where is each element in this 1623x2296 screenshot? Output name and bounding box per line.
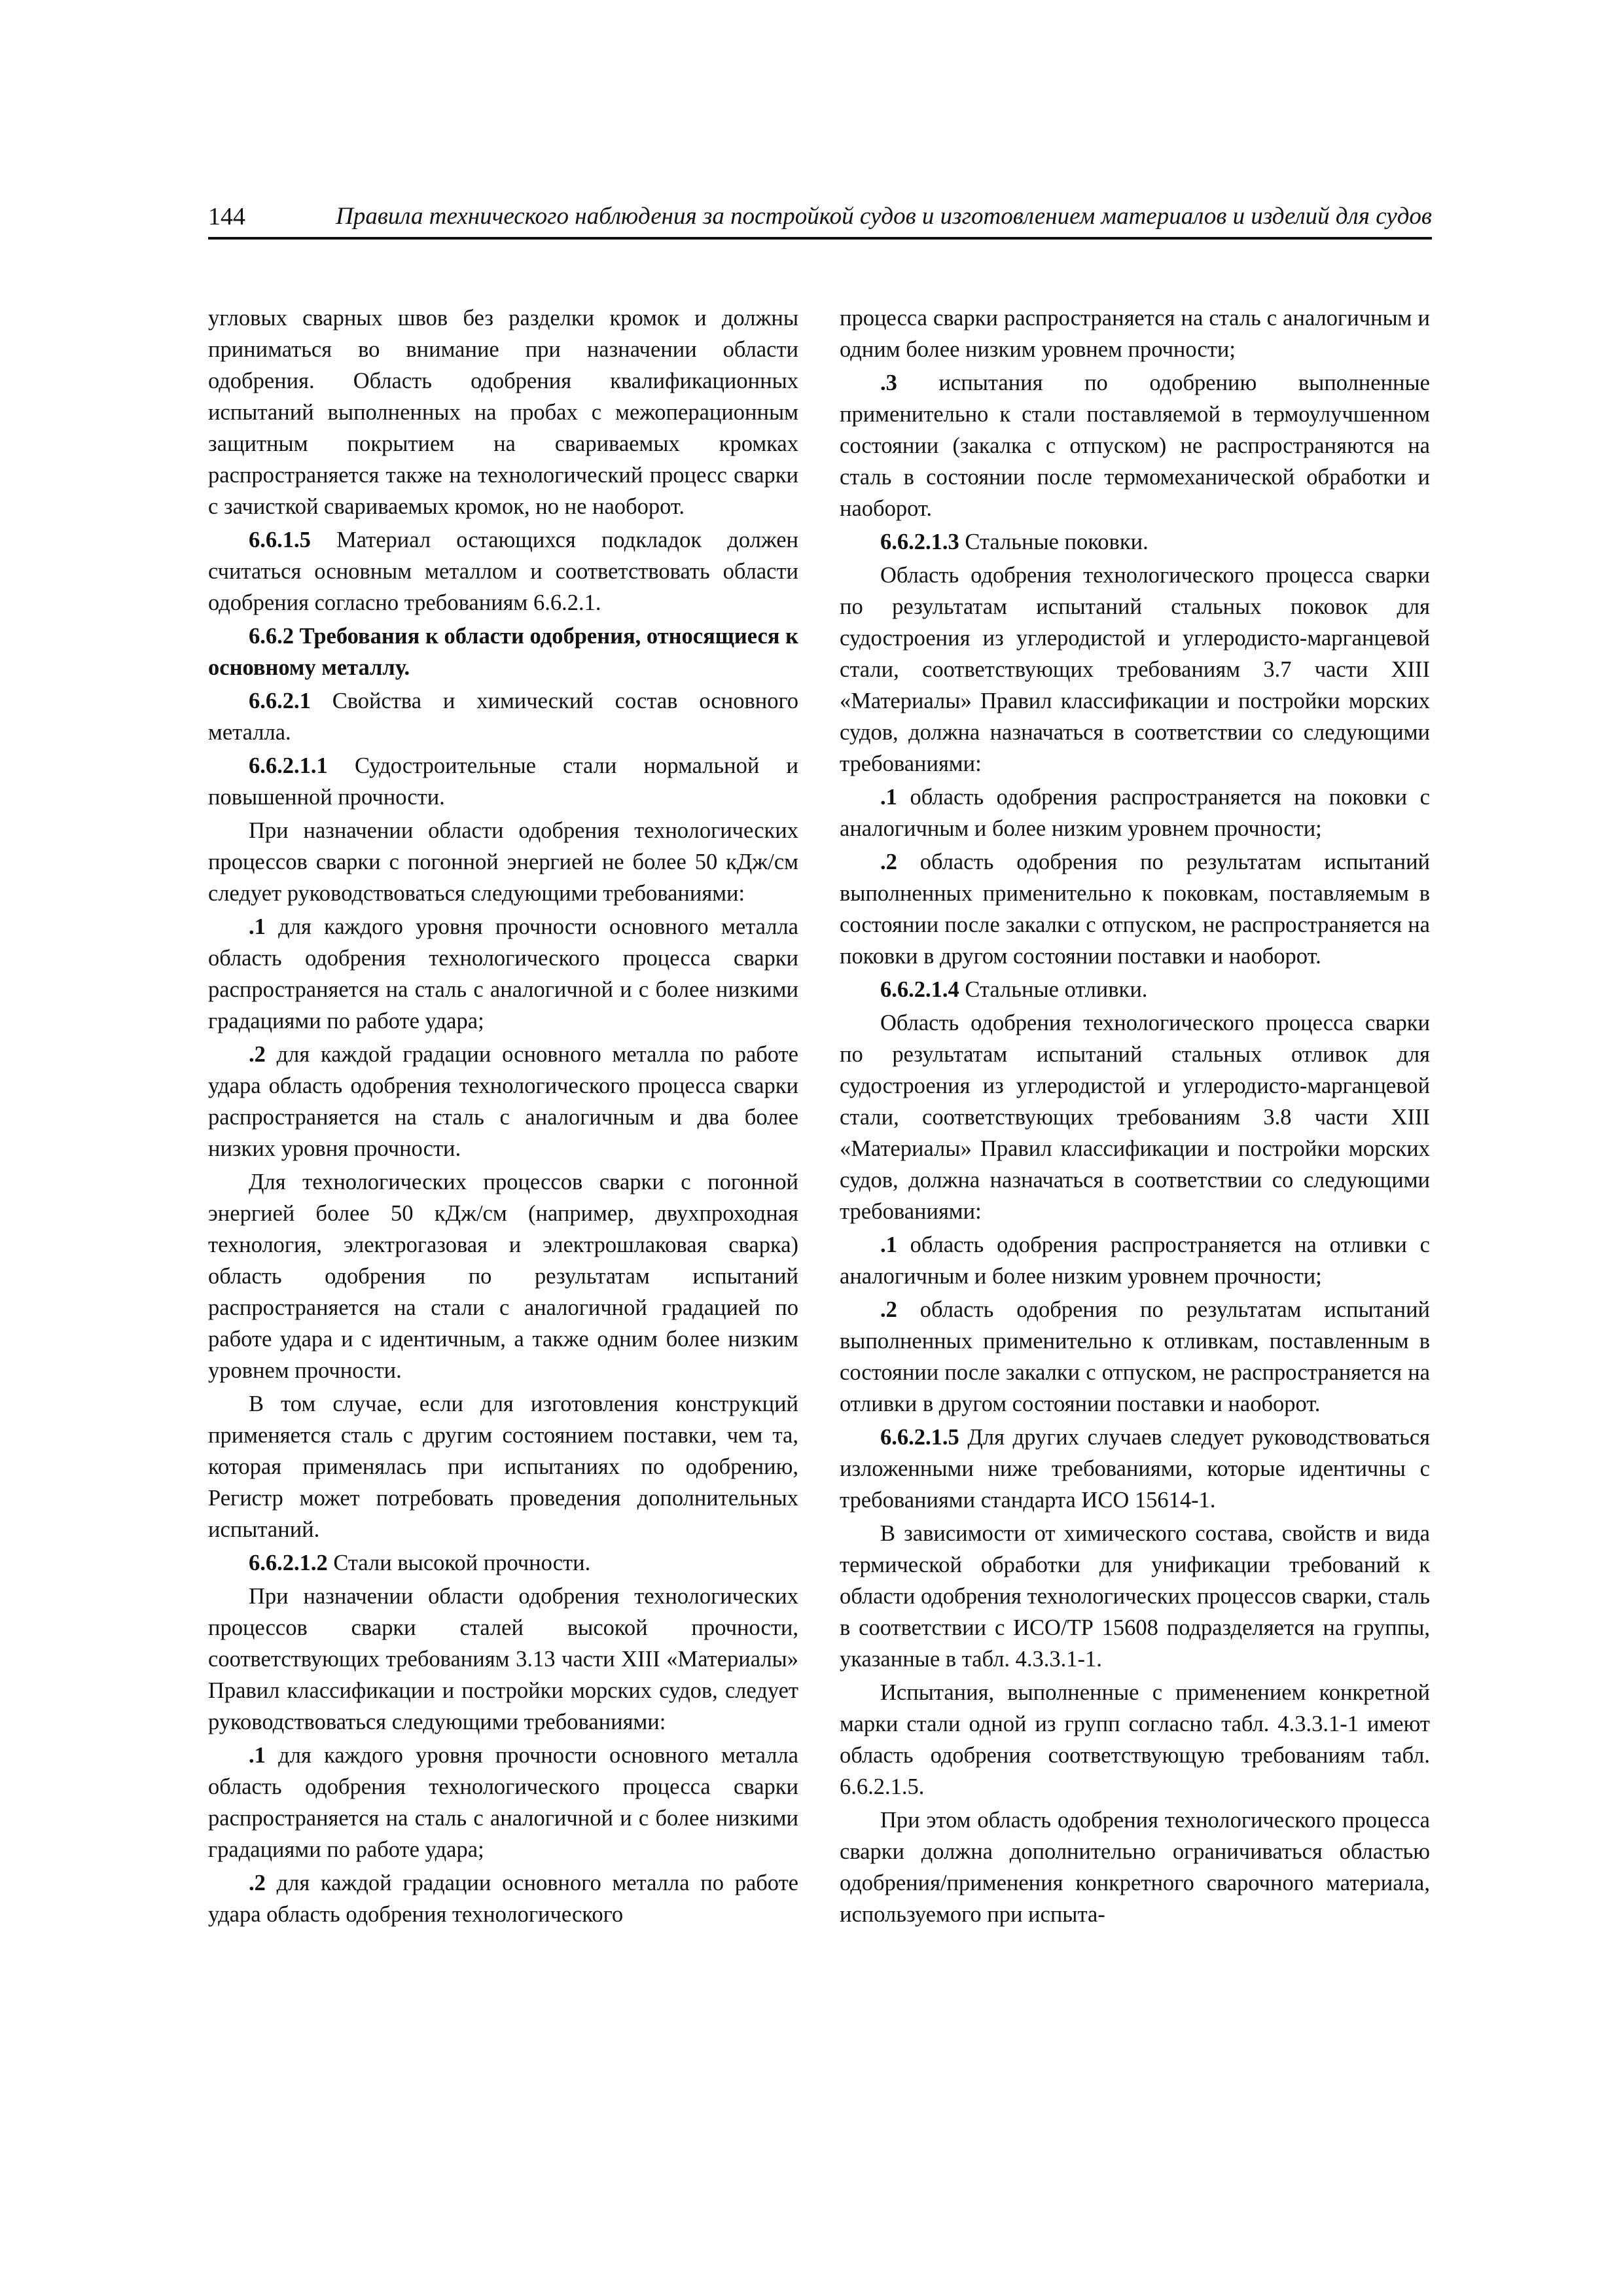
paragraph: 6.6.2.1.2 Стали высокой прочности.: [249, 1551, 591, 1575]
running-title: Правила технического наблюдения за постройкой судов и изготовлением материалов и изделий для судов: [336, 203, 1432, 230]
paragraph: 6.6.2.1 Свойства и химический состав основного металла.: [208, 689, 798, 745]
paragraph: Для технологических процессов сварки с погонной энергией более 50 кДж/см (например, двухпроходная технология, электрогазовая и электрошлаковая сварка) область одобрения по результатам испытаний распространяется на стали с аналогичной градацией по работе удара и с идентичным, а также одним более низким уровнем прочности.: [208, 1170, 798, 1383]
list-item: .3 испытания по одобрению выполненные применительно к стали поставляемой в термоулучшенном состоянии (закалка с отпуском) не распространяются на сталь в состоянии после термомеханической обработки и наоборот.: [840, 370, 1430, 521]
list-item: .2 область одобрения по результатам испытаний выполненных применительно к отливкам, поставленным в состоянии после закалки с отпуском, не распространяется на отливки в другом состоянии поставки и наоборот.: [840, 1297, 1430, 1416]
list-item: .1 область одобрения распространяется на отливки с аналогичным и более низким уровнем прочности;: [840, 1232, 1430, 1289]
section-heading: 6.6.2 Требования к области одобрения, относящиеся к основному металлу.: [208, 624, 798, 680]
paragraph: 6.6.2.1.3 Стальные поковки.: [880, 529, 1149, 554]
paragraph: При этом область одобрения технологического процесса сварки должна дополнительно ограничиваться областью одобрения/применения конкретного сварочного материала, используемого при испыта-: [840, 1808, 1430, 1927]
paragraph: 6.6.2.1.5 Для других случаев следует руководствоваться изложенными ниже требованиями, которые идентичны с требованиями стандарта ИСО 15614-1.: [840, 1425, 1430, 1513]
list-item: .1 для каждого уровня прочности основного металла область одобрения технологического процесса сварки распространяется на сталь с аналогичной и с более низкими градациями по работе удара;: [208, 914, 798, 1033]
page-number: 144: [208, 203, 245, 230]
paragraph: процесса сварки распространяется на сталь с аналогичным и одним более низким уровнем прочности;: [840, 306, 1430, 362]
paragraph: Область одобрения технологического процесса сварки по результатам испытаний стальных отливок для судостроения из углеродистой и углеродисто-марганцевой стали, соответствующих требованиям 3.8 части XIII «Материалы» Правил классификации и постройки морских судов, должна назначаться в соответствии со следующими требованиями:: [840, 1011, 1430, 1224]
paragraph: Испытания, выполненные с применением конкретной марки стали одной из групп согласно табл. 4.3.3.1-1 имеют область одобрения соответствующую требованиям табл. 6.6.2.1.5.: [840, 1680, 1430, 1799]
paragraph: 6.6.2.1.1 Судостроительные стали нормальной и повышенной прочности.: [208, 753, 798, 810]
left-column: [208, 302, 798, 1932]
list-item: .2 область одобрения по результатам испытаний выполненных применительно к поковкам, поставляемым в состоянии после закалки с отпуском, не распространяется на поковки в другом состоянии поставки и наоборот.: [840, 850, 1430, 969]
paragraph: угловых сварных швов без разделки кромок и должны приниматься во внимание при назначении области одобрения. Область одобрения квалификационных испытаний выполненных на пробах с межоперационным защитным покрытием на свариваемых кромках распространяется также на технологический процесс сварки с зачисткой свариваемых кромок, но не наоборот.: [208, 306, 798, 519]
list-item: .2 для каждой градации основного металла по работе удара область одобрения технологического: [208, 1871, 798, 1927]
paragraph: В зависимости от химического состава, свойств и вида термической обработки для унификации требований к области одобрения технологических процессов сварки, сталь в соответствии с ИСО/ТР 15608 подразделяется на группы, указанные в табл. 4.3.3.1-1.: [840, 1521, 1430, 1672]
paragraph: Область одобрения технологического процесса сварки по результатам испытаний стальных поковок для судостроения из углеродистой и углеродисто-марганцевой стали, соответствующих требованиям 3.7 части XIII «Материалы» Правил классификации и постройки морских судов, должна назначаться в соответствии со следующими требованиями:: [840, 563, 1430, 776]
paragraph: 6.6.1.5 Материал остающихся подкладок должен считаться основным металлом и соответствовать области одобрения согласно требованиям 6.6.2.1.: [208, 528, 798, 615]
page-header: [208, 198, 1432, 240]
paragraph: При назначении области одобрения технологических процессов сварки сталей высокой прочности, соответствующих требованиям 3.13 части XIII «Материалы» Правил классификации и постройки морских судов, следует руководствоваться следующими требованиями:: [208, 1584, 798, 1734]
paragraph: В том случае, если для изготовления конструкций применяется сталь с другим состоянием поставки, чем та, которая применялась при испытаниях по одобрению, Регистр может потребовать проведения дополнительных испытаний.: [208, 1391, 798, 1542]
list-item: .2 для каждой градации основного металла по работе удара область одобрения технологического процесса сварки распространяется на сталь с аналогичным и два более низких уровня прочности.: [208, 1042, 798, 1161]
list-item: .1 для каждого уровня прочности основного металла область одобрения технологического процесса сварки распространяется на сталь с аналогичной и с более низкими градациями по работе удара;: [208, 1743, 798, 1862]
paragraph: 6.6.2.1.4 Стальные отливки.: [880, 977, 1148, 1002]
paragraph: При назначении области одобрения технологических процессов сварки с погонной энергией не более 50 кДж/см следует руководствоваться следующими требованиями:: [208, 818, 798, 906]
right-column: [840, 302, 1430, 1932]
list-item: .1 область одобрения распространяется на поковки с аналогичным и более низким уровнем прочности;: [840, 785, 1430, 841]
